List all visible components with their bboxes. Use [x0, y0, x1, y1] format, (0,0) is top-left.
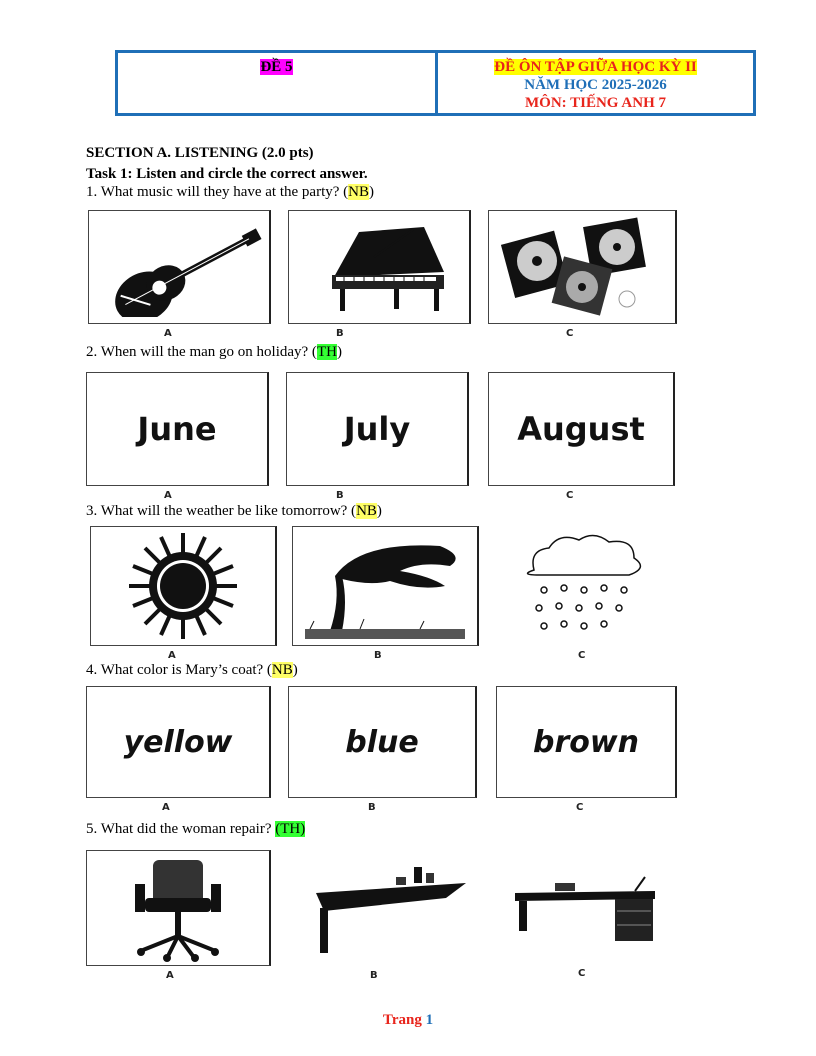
- level-badge: TH: [316, 344, 337, 360]
- option-b-image[interactable]: [286, 372, 469, 486]
- question-5: 5. What did the woman repair? (TH): [86, 821, 306, 837]
- option-b-image[interactable]: [292, 526, 479, 646]
- option-c-label: C: [576, 802, 584, 813]
- school-year: NĂM HỌC 2025-2026: [524, 77, 667, 93]
- piano-icon: [304, 217, 454, 317]
- option-a-image[interactable]: [86, 686, 271, 798]
- table-icon: [296, 853, 466, 961]
- option-b-label: B: [370, 970, 378, 981]
- level-badge: (TH): [275, 821, 306, 837]
- option-c-label: C: [566, 328, 574, 339]
- page-footer: [0, 1012, 816, 1029]
- month-august: August: [517, 410, 645, 448]
- header-right-cell: [438, 53, 753, 113]
- option-b-label: B: [336, 490, 344, 501]
- section-title: SECTION A. LISTENING (2.0 pts): [86, 145, 314, 161]
- option-b-label: B: [374, 650, 382, 661]
- option-a-image[interactable]: [90, 526, 277, 646]
- rain-cloud-icon: [504, 530, 664, 640]
- question-3-options: [86, 526, 676, 661]
- task-title: Task 1: Listen and circle the correct answer.: [86, 166, 368, 182]
- level-badge: NB: [348, 184, 369, 200]
- option-b-label: B: [336, 328, 344, 339]
- question-5-options: [86, 850, 676, 980]
- header-left-cell: [118, 53, 438, 113]
- option-c-image[interactable]: [488, 372, 675, 486]
- option-c-label: C: [566, 490, 574, 501]
- cd-icon: [497, 217, 667, 317]
- question-4: 4. What color is Mary’s coat? (NB): [86, 662, 298, 678]
- color-yellow: yellow: [123, 724, 233, 760]
- desk-icon: [505, 853, 665, 961]
- guitar-icon: [94, 217, 264, 317]
- option-a-image[interactable]: [86, 850, 271, 966]
- option-a-image[interactable]: [86, 372, 269, 486]
- footer-label: Trang: [382, 1012, 422, 1028]
- exam-code: ĐỀ 5: [260, 59, 293, 75]
- option-b-label: B: [368, 802, 376, 813]
- windy-tree-icon: [300, 531, 470, 641]
- question-3: 3. What will the weather be like tomorrow? (NB): [86, 503, 382, 519]
- question-1-options: [86, 210, 676, 340]
- color-blue: blue: [345, 724, 419, 760]
- level-badge: NB: [271, 662, 293, 678]
- option-c-image[interactable]: [496, 686, 677, 798]
- sun-icon: [113, 531, 253, 641]
- option-b-image[interactable]: [288, 686, 477, 798]
- question-2-options: [86, 372, 676, 502]
- color-brown: brown: [533, 724, 639, 760]
- option-b-image[interactable]: [288, 210, 471, 324]
- option-c-label: C: [578, 650, 586, 661]
- option-a-label: A: [166, 970, 174, 981]
- option-c-image[interactable]: [494, 526, 674, 644]
- option-a-label: A: [164, 328, 172, 339]
- option-a-label: A: [164, 490, 172, 501]
- option-c-label: C: [578, 968, 586, 979]
- question-4-options: [86, 686, 676, 816]
- subject: MÔN: TIẾNG ANH 7: [525, 95, 666, 111]
- option-a-label: A: [162, 802, 170, 813]
- exam-title: ĐỀ ÔN TẬP GIỮA HỌC KỲ II: [494, 59, 697, 75]
- question-2: 2. When will the man go on holiday? (TH): [86, 344, 342, 360]
- option-b-image[interactable]: [288, 850, 474, 964]
- question-1: 1. What music will they have at the party? (NB): [86, 184, 374, 200]
- option-a-image[interactable]: [88, 210, 271, 324]
- month-june: June: [137, 410, 217, 448]
- page-number: 1: [425, 1012, 434, 1028]
- month-july: July: [343, 410, 411, 448]
- office-chair-icon: [123, 854, 233, 962]
- option-c-image[interactable]: [496, 850, 674, 964]
- level-badge: NB: [356, 503, 377, 519]
- option-a-label: A: [168, 650, 176, 661]
- option-c-image[interactable]: [488, 210, 677, 324]
- header-box: [115, 50, 756, 116]
